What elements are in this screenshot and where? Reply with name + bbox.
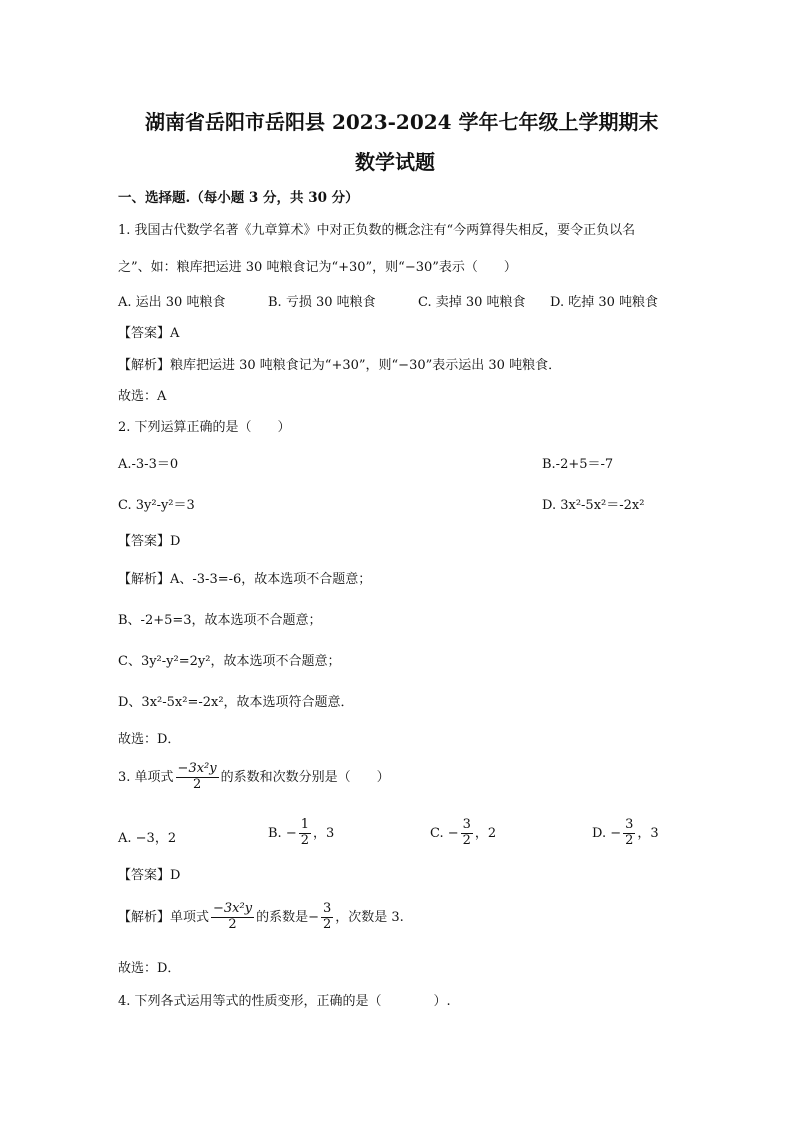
q3-option-c-den: 2 bbox=[462, 832, 471, 848]
q1-stem-line1: 1. 我国古代数学名著《九章算术》中对正负数的概念注有“今两算得失相反，要令正负以名 bbox=[118, 223, 636, 238]
q3-option-d-suffix: ，3 bbox=[637, 825, 659, 841]
q2-analysis-d: D、3x²-5x²=-2x²，故本选项符合题意． bbox=[118, 695, 354, 710]
q3-stem-fraction bbox=[176, 762, 219, 793]
q3-option-b-den: 2 bbox=[300, 832, 309, 848]
q3-answer: 【答案】D bbox=[118, 868, 181, 883]
q3-stem-post: 的系数和次数分别是（ ） bbox=[220, 769, 390, 785]
q3-analysis-pre: 【解析】单项式 bbox=[118, 909, 210, 925]
q3-analysis-frac-den: 2 bbox=[228, 916, 237, 932]
q3-frac-numerator: −3x²y bbox=[177, 761, 217, 776]
q3-stem bbox=[118, 762, 390, 793]
q2-analysis-c: C、3y²-y²=2y²，故本选项不合题意； bbox=[118, 654, 341, 669]
q1-option-d: D. 吃掉 30 吨粮食 bbox=[550, 295, 659, 310]
q3-option-c-num: 3 bbox=[462, 817, 471, 832]
q3-option-b-prefix: B. − bbox=[268, 825, 297, 841]
q3-option-b-suffix: ，3 bbox=[313, 825, 335, 841]
q2-answer: 【答案】D bbox=[118, 534, 181, 549]
q3-choose: 故选：D． bbox=[118, 961, 181, 976]
q3-option-d-den: 2 bbox=[625, 832, 634, 848]
doc-title-line2: 数学试题 bbox=[355, 150, 435, 174]
q3-frac-denominator: 2 bbox=[192, 776, 202, 792]
q2-option-c: C. 3y²-y²＝3 bbox=[118, 498, 195, 513]
q1-option-c: C. 卖掉 30 吨粮食 bbox=[418, 295, 526, 310]
q3-option-c bbox=[430, 818, 496, 849]
q3-analysis-post: ，次数是 3. bbox=[335, 909, 404, 925]
q2-option-a: A.-3-3＝0 bbox=[118, 457, 179, 472]
q3-analysis-coef-fraction bbox=[321, 902, 333, 933]
q3-option-d-fraction bbox=[623, 818, 635, 849]
q1-stem-line2: 之”、如：粮库把运进 30 吨粮食记为“+30”，则“−30”表示（ ） bbox=[118, 260, 517, 275]
q4-stem: 4. 下列各式运用等式的性质变形，正确的是（ ）. bbox=[118, 994, 451, 1009]
q3-option-d bbox=[592, 818, 659, 849]
q3-analysis-frac-num: −3x²y bbox=[213, 901, 253, 916]
q3-analysis-fraction bbox=[211, 902, 254, 933]
q1-option-a: A. 运出 30 吨粮食 bbox=[118, 295, 226, 310]
q3-option-c-suffix: ，2 bbox=[474, 825, 497, 841]
q3-option-a: A. −3，2 bbox=[118, 831, 177, 846]
q3-stem-pre: 3. 单项式 bbox=[118, 769, 174, 785]
q2-option-b: B.-2+5＝-7 bbox=[542, 457, 614, 472]
q3-option-b bbox=[268, 818, 334, 849]
q2-option-d: D. 3x²-5x²＝-2x² bbox=[542, 498, 645, 513]
q2-analysis-a: 【解析】A、-3-3=-6，故本选项不合题意； bbox=[118, 572, 372, 587]
q3-option-d-num: 3 bbox=[625, 817, 634, 832]
doc-title-line1: 湖南省岳阳市岳阳县 2023-2024 学年七年级上学期期末 bbox=[145, 110, 659, 134]
q2-analysis-b: B、-2+5=3，故本选项不合题意； bbox=[118, 613, 322, 628]
section-heading: 一、选择题.（每小题 3 分，共 30 分） bbox=[118, 190, 359, 206]
q3-analysis bbox=[118, 902, 404, 933]
q3-option-c-fraction bbox=[461, 818, 473, 849]
q3-analysis-coef-num: 3 bbox=[322, 901, 332, 916]
q3-option-b-num: 1 bbox=[300, 817, 309, 832]
q3-analysis-coef-den: 2 bbox=[322, 916, 332, 932]
q3-option-b-fraction bbox=[299, 818, 311, 849]
q2-choose: 故选：D． bbox=[118, 732, 181, 747]
q3-analysis-mid: 的系数是− bbox=[256, 909, 319, 925]
q1-answer: 【答案】A bbox=[118, 326, 180, 341]
q1-analysis: 【解析】粮库把运进 30 吨粮食记为“+30”，则“−30”表示运出 30 吨粮食． bbox=[118, 358, 562, 373]
q1-choose: 故选：A bbox=[118, 389, 167, 404]
q2-stem: 2. 下列运算正确的是（ ） bbox=[118, 420, 291, 435]
q3-option-c-prefix: C. − bbox=[430, 825, 459, 841]
q3-option-d-prefix: D. − bbox=[592, 825, 622, 841]
q1-option-b: B. 亏损 30 吨粮食 bbox=[268, 295, 376, 310]
